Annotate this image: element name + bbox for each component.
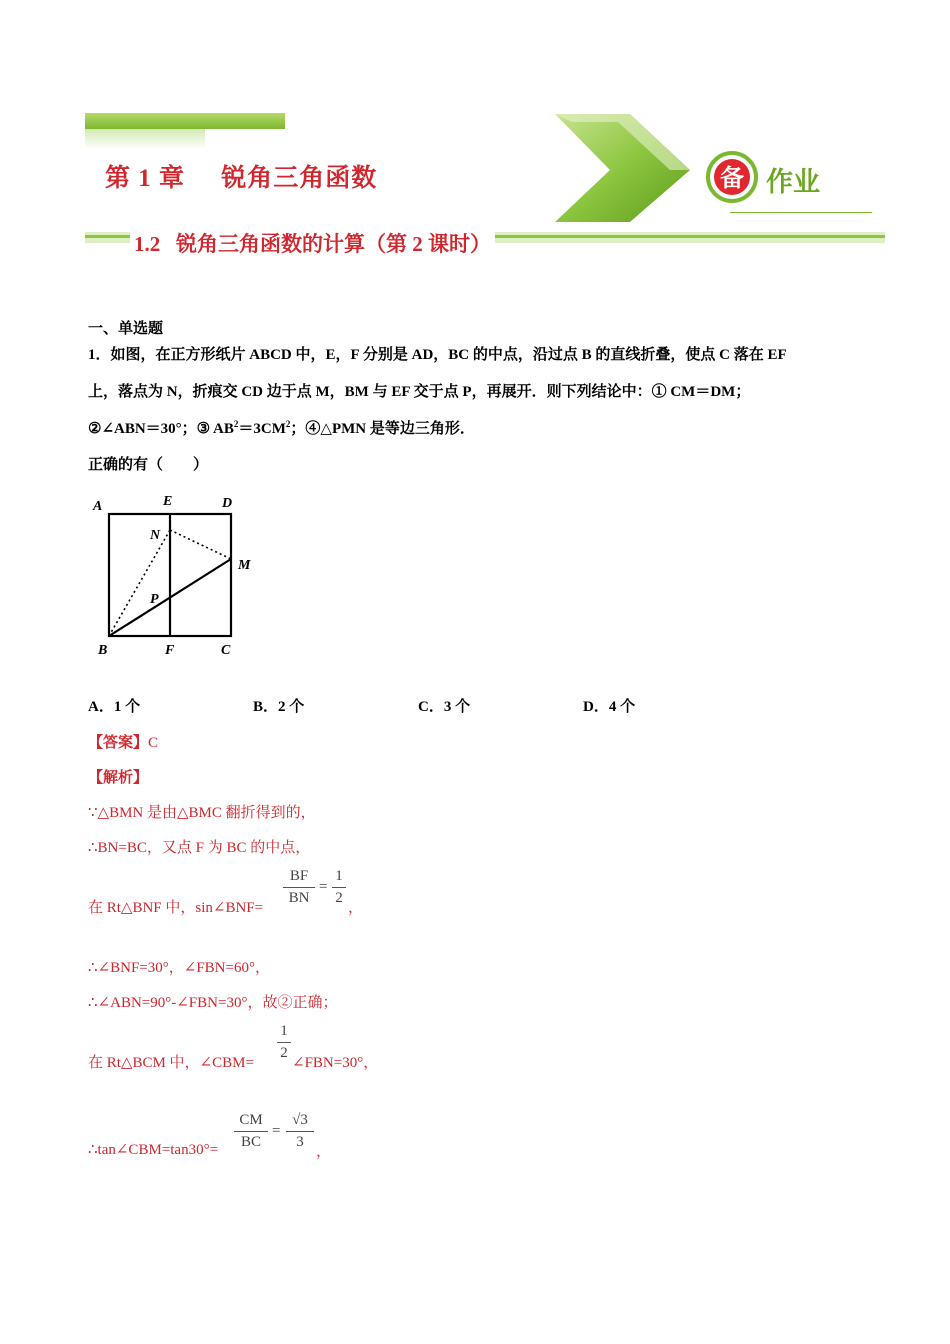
analysis-step-7-suffix: ， — [316, 1144, 332, 1160]
fraction-bar — [332, 887, 346, 888]
answer-line — [88, 731, 158, 752]
chapter-label: 第 1 章 — [105, 165, 186, 192]
fraction-cm-bc — [234, 1112, 268, 1151]
analysis-label: 【解析】 — [88, 770, 149, 786]
analysis-step-3-prefix: 在 Rt△BNF 中，sin∠BNF= — [88, 900, 264, 916]
analysis-step-4: ∴∠BNF=30°，∠FBN=60°， — [88, 960, 270, 976]
label-n: N — [150, 528, 161, 543]
section-title: 1.2 锐角三角函数的计算（第 2 课时） — [130, 228, 495, 258]
badge-char: 备 — [720, 164, 744, 192]
label-m: M — [238, 558, 251, 573]
header-thin-line — [730, 212, 872, 213]
analysis-step-2: ∴BN=BC，又点 F 为 BC 的中点， — [88, 840, 311, 856]
fraction-denominator: 2 — [280, 1045, 288, 1061]
q3-a: ②∠ABN＝30°；③ AB — [88, 421, 234, 437]
question-line-4: 正确的有（ ） — [88, 457, 209, 473]
option-a[interactable]: A．1 个 — [88, 699, 141, 715]
question-line-3 — [88, 417, 475, 438]
segment-nm-dotted — [170, 530, 231, 559]
fraction-denominator: 2 — [335, 890, 343, 906]
header-bar-shadow — [85, 129, 205, 149]
fraction-denominator: BC — [240, 1134, 261, 1150]
geometry-figure — [88, 488, 268, 663]
equals-sign: = — [319, 879, 328, 895]
fraction-numerator: 1 — [280, 1023, 288, 1039]
option-d[interactable]: D．4 个 — [583, 699, 636, 715]
label-a: A — [93, 499, 103, 514]
label-d: D — [222, 496, 233, 511]
analysis-step-3-suffix: ， — [348, 900, 364, 916]
label-f: F — [165, 643, 175, 658]
question-line-1: 1．如图，在正方形纸片 ABCD 中，E，F 分别是 AD，BC 的中点，沿过点 B 的直线折叠，使点 C 落在 EF — [88, 347, 787, 363]
fraction-denominator: 3 — [296, 1134, 304, 1150]
fraction-numerator: CM — [239, 1112, 263, 1128]
fraction-bf-bn — [283, 868, 315, 907]
answer-value: C — [148, 735, 159, 751]
fraction-one-half — [332, 868, 346, 907]
label-e: E — [163, 494, 173, 509]
q3-c: ；④△PMN 是等边三角形． — [290, 421, 475, 437]
chapter-title: 锐角三角函数 — [221, 165, 378, 192]
fraction-numerator: BF — [289, 868, 309, 884]
fraction-bar — [283, 887, 315, 888]
fraction-half — [277, 1023, 291, 1062]
analysis-step-6-suffix: ∠FBN=30°， — [292, 1055, 379, 1071]
q3-sup1: 2 — [233, 419, 239, 429]
answer-label: 【答案】 — [88, 735, 149, 751]
section-heading: 一、单选题 — [88, 321, 164, 337]
q3-b: ＝3CM — [238, 421, 286, 437]
badge-circle-icon — [702, 150, 764, 206]
analysis-step-7-prefix: ∴tan∠CBM=tan30°= — [88, 1142, 219, 1158]
fraction-bar — [277, 1042, 291, 1043]
option-b[interactable]: B．2 个 — [253, 699, 305, 715]
label-b: B — [98, 643, 108, 658]
analysis-step-5: ∴∠ABN=90°-∠FBN=30°，故②正确； — [88, 995, 338, 1011]
fraction-root3-over-3 — [286, 1112, 314, 1151]
equals-sign: = — [272, 1123, 281, 1139]
question-line-2: 上，落点为 N，折痕交 CD 边于点 M，BM 与 EF 交于点 P，再展开．则下列结论中：① CM＝DM； — [88, 384, 751, 400]
segment-bn-dotted — [109, 530, 170, 636]
label-c: C — [221, 643, 231, 658]
fraction-numerator: √3 — [292, 1112, 308, 1128]
chevron-arrow-icon — [550, 112, 695, 224]
badge-label: 作业 — [766, 167, 820, 198]
analysis-step-1: ∵△BMN 是由△BMC 翻折得到的， — [88, 805, 316, 821]
fraction-denominator: BN — [288, 890, 310, 906]
label-p: P — [150, 592, 159, 607]
fraction-bar — [234, 1131, 268, 1132]
chapter-heading — [105, 158, 377, 194]
analysis-step-6-prefix: 在 Rt△BCM 中，∠CBM= — [88, 1055, 254, 1071]
fraction-numerator: 1 — [335, 868, 343, 884]
q3-sup2: 2 — [285, 419, 291, 429]
header-green-bar — [85, 113, 285, 129]
fraction-bar — [286, 1131, 314, 1132]
option-c[interactable]: C．3 个 — [418, 699, 471, 715]
